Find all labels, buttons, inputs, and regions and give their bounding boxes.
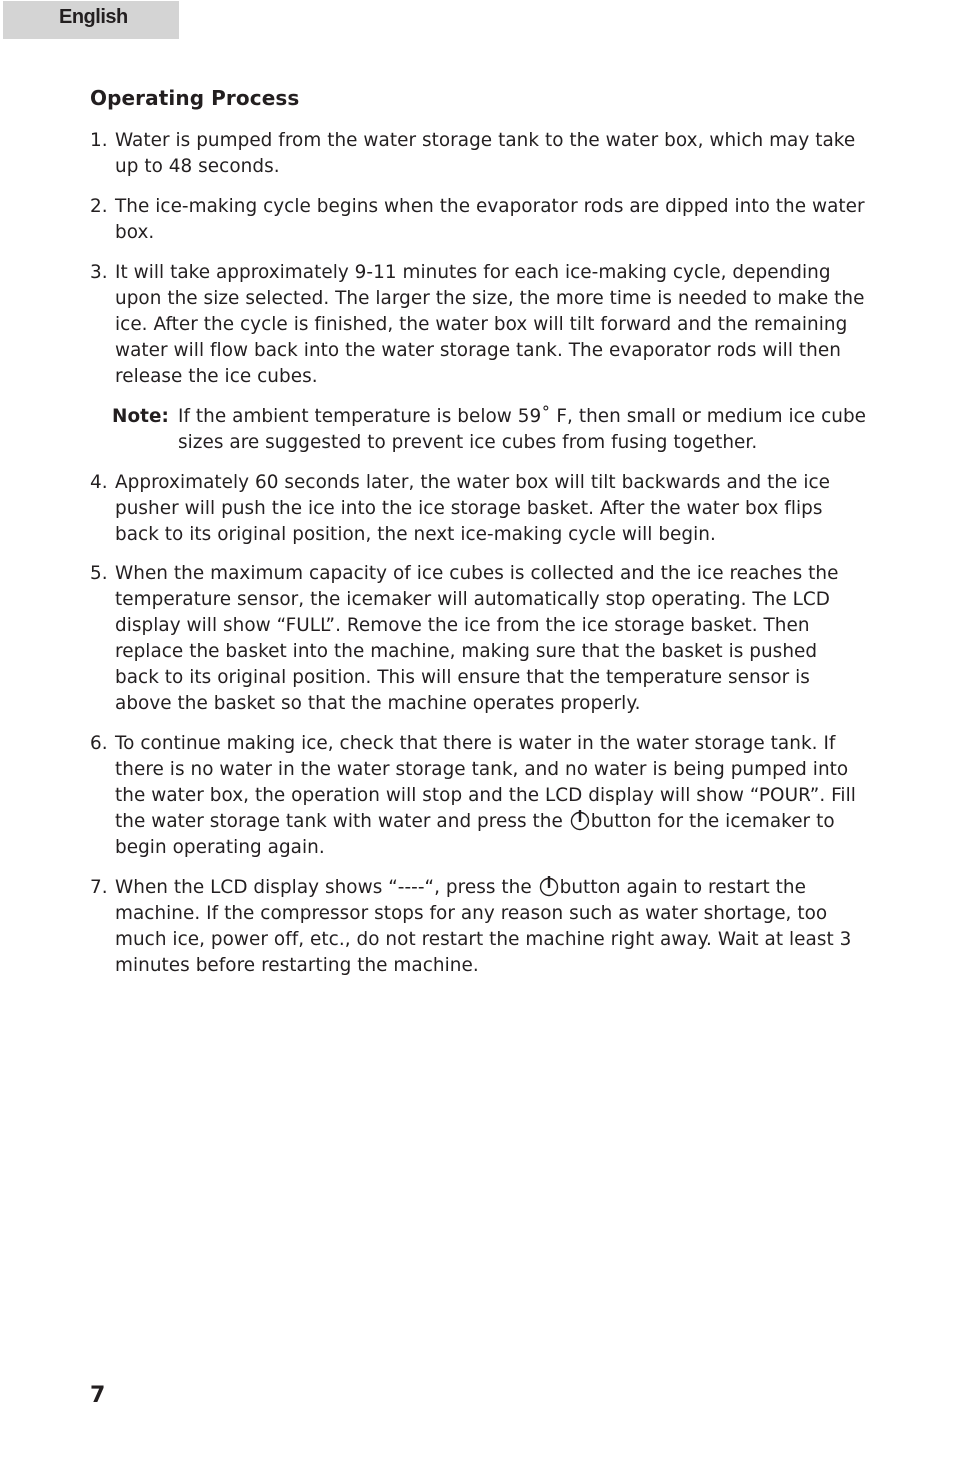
step-number: 7. — [90, 877, 108, 898]
step-1 — [90, 128, 865, 180]
note — [112, 404, 872, 456]
step-text: It will take approximately 9-11 minutes for each ice-making cycle, depending upon the size selected. The larger the size, the more time is needed to make the ice. After the cycle is finished, the water box will tilt forward and the remaining water will flow back into the water storage tank. The evaporator rods will then release the ice cubes. — [115, 262, 865, 388]
step-number: 3. — [90, 262, 108, 283]
step-text: The ice-making cycle begins when the evaporator rods are dipped into the water box. — [115, 196, 865, 244]
page-number: 7 — [90, 1383, 106, 1408]
language-tab — [3, 1, 179, 39]
step-number: 2. — [90, 196, 108, 217]
step-text: When the maximum capacity of ice cubes is collected and the ice reaches the temperature sensor, the icemaker will automatically stop operating. The LCD display will show “FULL”. Remove the ice from the ice storage basket. Then replace the basket into the machine, making sure that the basket is pushed back to its original position. This will ensure that the temperature sensor is above the basket so that the machine operates properly. — [115, 563, 839, 715]
section-title: Operating Process — [90, 86, 300, 110]
language-tab-label: English — [59, 6, 128, 28]
step-number: 6. — [90, 733, 108, 754]
step-text-before-icon: When the LCD display shows “----“, press the — [115, 877, 532, 898]
step-number: 1. — [90, 130, 108, 151]
step-text-after-icon: button for the icemaker to begin operating again. — [115, 811, 835, 859]
step-text: Approximately 60 seconds later, the water box will tilt backwards and the ice pusher will push the ice into the ice storage basket. After the water box flips back to its original position, the next ice-making cycle will begin. — [115, 472, 831, 546]
note-text: If the ambient temperature is below 59˚ F, then small or medium ice cube sizes are suggested to prevent ice cubes from fusing together. — [178, 406, 867, 454]
step-3 — [90, 260, 865, 390]
power-button-icon — [539, 875, 559, 897]
step-text-after-icon: button again to restart the machine. If the compressor stops for any reason such as water shortage, too much ice, power off, etc., do not restart the machine right away. Wait at least 3 minutes before restarting the machine. — [115, 877, 852, 977]
step-number: 4. — [90, 472, 108, 493]
step-6 — [90, 731, 865, 861]
step-2 — [90, 194, 865, 246]
power-button-icon — [570, 809, 590, 831]
note-label: Note: — [112, 406, 169, 427]
step-5 — [90, 561, 865, 718]
step-7 — [90, 875, 865, 979]
step-4 — [90, 470, 865, 548]
step-text — [115, 731, 865, 861]
step-text — [115, 875, 865, 979]
step-text: Water is pumped from the water storage tank to the water box, which may take up to 48 seconds. — [115, 130, 856, 178]
step-number: 5. — [90, 563, 108, 584]
step-text-before-icon: To continue making ice, check that there is water in the water storage tank. If there is no water in the water storage tank, and no water is being pumped into the water box, the operation will stop and the LCD display will show “POUR”. Fill the water storage tank with water and press the — [115, 733, 856, 833]
